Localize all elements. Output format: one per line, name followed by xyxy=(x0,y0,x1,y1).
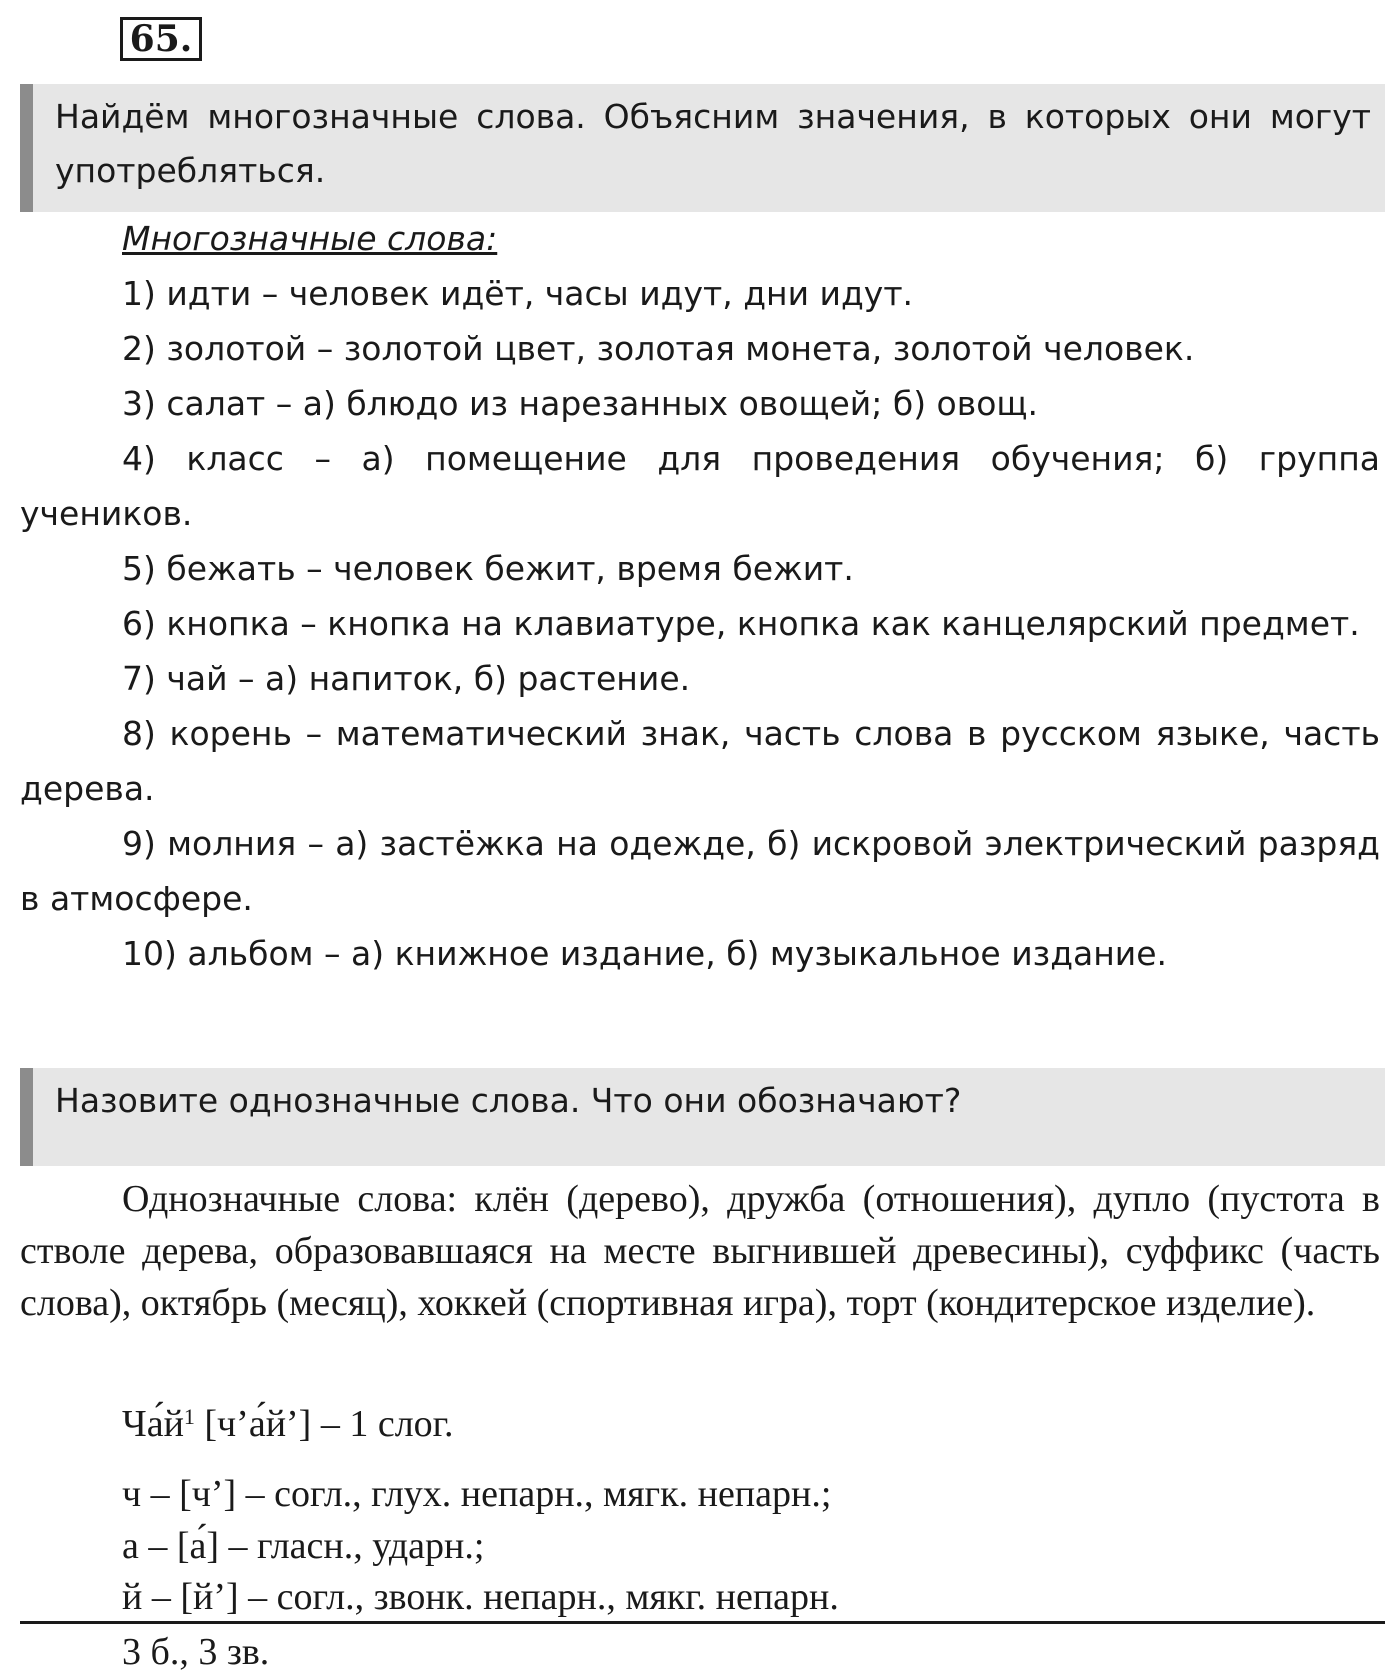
phonetic-line: а – [а́] – гласн., ударн.; xyxy=(122,1525,485,1567)
list-item: 7) чай – а) напиток, б) растение. xyxy=(122,659,691,698)
list-item: 6) кнопка – кнопка на клавиатуре, кнопка как канцелярский предмет. xyxy=(122,604,1360,643)
list-item: 1) идти – человек идёт, часы идут, дни идут. xyxy=(122,274,914,313)
answer-heading: Многозначные слова: xyxy=(122,219,498,258)
footnote-mark: 1 xyxy=(183,1404,195,1429)
task-prompt-2: Назовите однозначные слова. Что они обозначают? xyxy=(20,1068,1385,1166)
phonetic-summary: 3 б., 3 зв. xyxy=(122,1631,270,1673)
answer-polysemous xyxy=(20,212,1380,981)
list-item: 8) корень – математический знак, часть слова в русском языке, часть дерева. xyxy=(20,714,1380,808)
exercise-number: 65. xyxy=(120,17,202,61)
answer-paragraph: Однозначные слова: клён (дерево), дружба (отношения), дупло (пустота в стволе дерева, образовавшаяся на месте выгнившей древесины), суффикс (часть слова), октябрь (месяц), хоккей (спортивная игра), торт (кондитерское изделие). xyxy=(20,1178,1380,1324)
phonetic-heading xyxy=(122,1402,453,1446)
phonetic-transcription: [ч’а́й’] – 1 слог. xyxy=(194,1403,454,1445)
task-prompt-1: Найдём многозначные слова. Объясним значения, в которых они могут употребляться. xyxy=(20,84,1385,212)
list-item: 2) золотой – золотой цвет, золотая монета, золотой человек. xyxy=(122,329,1195,368)
divider xyxy=(20,1621,1385,1624)
phonetic-line: й – [й’] – согл., звонк. непарн., мякг. непарн. xyxy=(122,1576,839,1618)
phonetic-word: Ча́й xyxy=(122,1403,184,1445)
phonetic-line: ч – [ч’] – согл., глух. непарн., мягк. непарн.; xyxy=(122,1473,832,1515)
list-item: 5) бежать – человек бежит, время бежит. xyxy=(122,549,854,588)
list-item: 4) класс – а) помещение для проведения обучения; б) группа учеников. xyxy=(20,439,1380,533)
answer-monosemous xyxy=(20,1173,1380,1329)
list-item: 3) салат – а) блюдо из нарезанных овощей; б) овощ. xyxy=(122,384,1038,423)
list-item: 10) альбом – а) книжное издание, б) музыкальное издание. xyxy=(122,934,1168,973)
list-item: 9) молния – а) застёжка на одежде, б) искровой электрический разряд в атмосфере. xyxy=(20,824,1380,918)
